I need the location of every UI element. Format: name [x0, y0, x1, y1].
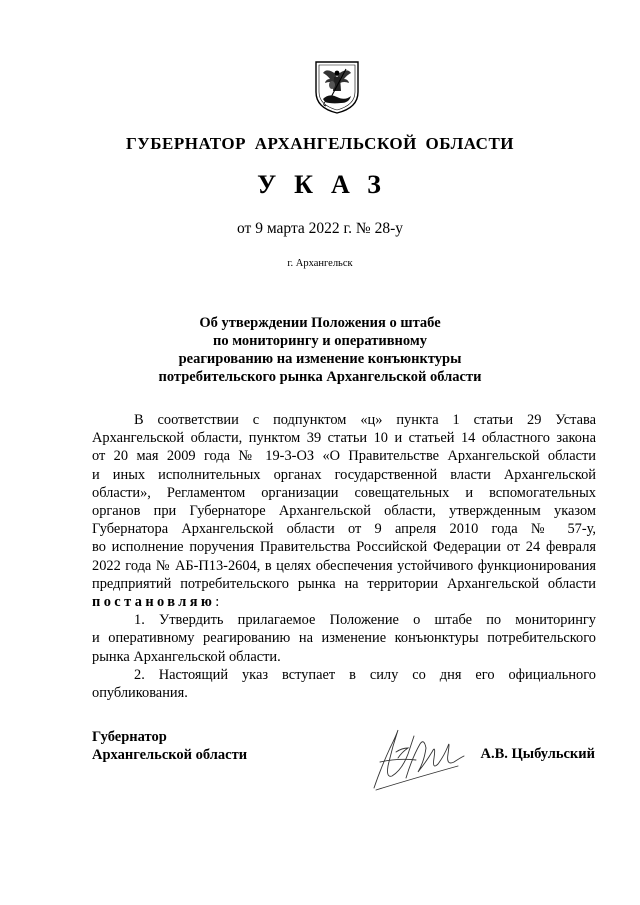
title-line: по мониторингу и оперативному [212, 333, 427, 349]
decree-word: постановляю [92, 594, 216, 611]
preamble-line: предприятий потребительского рынка на территории Архангельской области [92, 575, 596, 592]
preamble-line: 2022 года № АБ-П13-2604, в целях обеспечения устойчивого функционирования [92, 557, 596, 574]
coat-of-arms-icon [313, 59, 361, 115]
preamble-line: во исполнение поручения Правительства Российской Федерации от 24 февраля [92, 539, 596, 556]
document-type: УКАЗ [257, 170, 399, 199]
item-line: опубликования. [92, 685, 188, 702]
item-line: 2. Настоящий указ вступает в силу со дня его официального [134, 666, 596, 683]
preamble-line: и иных исполнительных органах государственной власти Архангельской [92, 466, 596, 483]
preamble-line: Губернатора Архангельской области от 9 апреля 2010 года № 57-у, [92, 521, 596, 538]
item-line: рынка Архангельской области. [92, 648, 281, 665]
signer-position-line: Губернатор [92, 729, 167, 745]
preamble-line: В соответствии с подпунктом «ц» пункта 1 статьи 29 Устава [134, 412, 596, 428]
title-line: Об утверждении Положения о штабе [199, 315, 441, 331]
preamble-line: органов при Губернаторе Архангельской области, утвержденным указом [92, 503, 596, 520]
preamble-line: области», Регламентом организации совещательных и вспомогательных [92, 484, 596, 501]
title-line: реагированию на изменение конъюнктуры [178, 351, 462, 367]
document-subject-title [100, 314, 540, 386]
document-body [92, 411, 596, 702]
item-line: и оперативному реагированию на изменение конъюнктуры потребительского [92, 630, 596, 647]
issuer-title: ГУБЕРНАТОР АРХАНГЕЛЬСКОЙ ОБЛАСТИ [125, 134, 515, 153]
document-city: г. Архангельск [287, 258, 353, 269]
preamble-line: от 20 мая 2009 года № 19-3-ОЗ «О Правительстве Архангельской области [92, 448, 596, 465]
document-date-number: от 9 марта 2022 г. № 28-у [237, 220, 403, 237]
preamble-line: Архангельской области, пунктом 39 статьи 10 и статьей 14 областного закона [92, 430, 596, 447]
decree-word-line [92, 593, 596, 611]
signer-position-line: Архангельской области [92, 747, 248, 763]
handwritten-signature-icon [368, 718, 468, 796]
signer-name: А.В. Цыбульский [480, 746, 595, 762]
decree-colon: : [215, 594, 220, 611]
item-line: 1. Утвердить прилагаемое Положение о штабе по мониторингу [134, 612, 596, 629]
signer-position [92, 728, 247, 764]
title-line: потребительского рынка Архангельской области [158, 369, 482, 385]
